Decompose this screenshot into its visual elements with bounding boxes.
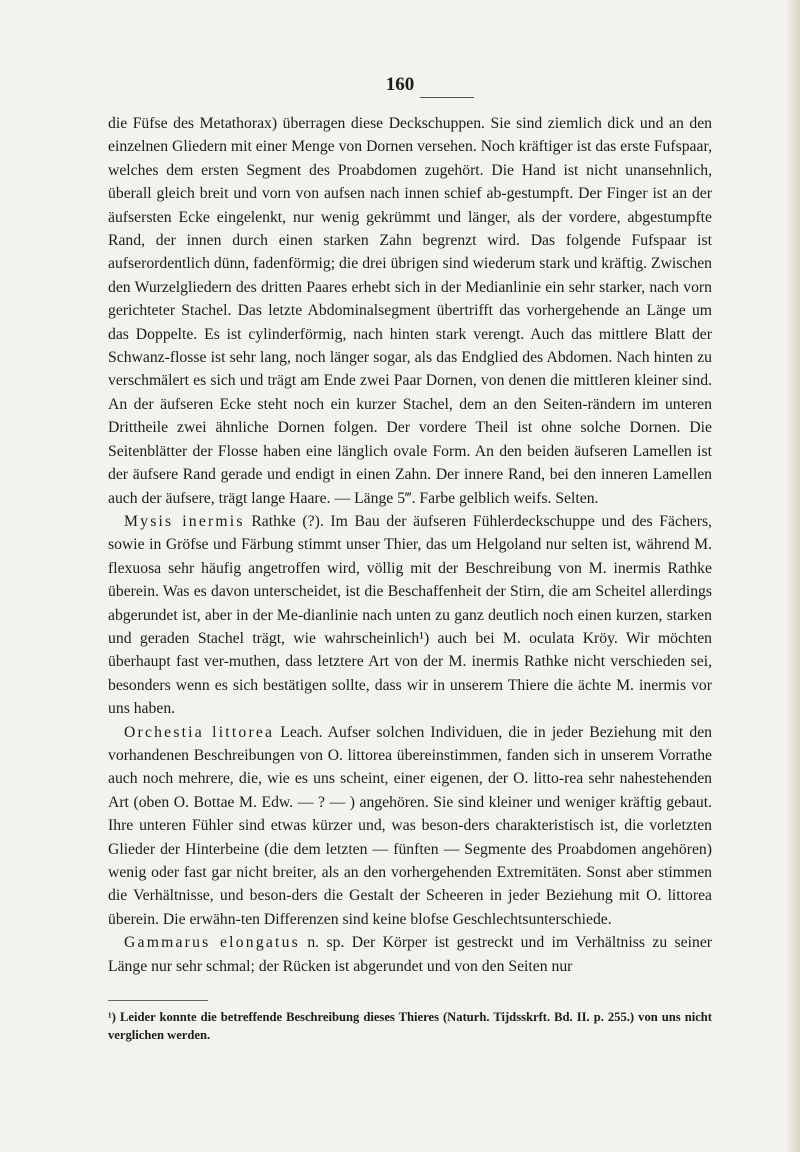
paragraph-text: Rathke (?). Im Bau der äufseren Fühlerdeckschuppe und des Fächers, sowie in Gröfse und Färbung stimmt unser Thier, das um Helgoland nur selten ist, während M. flexuosa sehr häufig angetroffen wird, völlig mit der Beschreibung von M. inermis Rathke überein. Was es davon unterscheidet, ist die Beschaffenheit der Stirn, die am Scheitel allerdings abgerundet ist, aber in der Me-dianlinie nach unten zu ganz deutlich noch einen kurzen, starken und geraden Stachel trägt, wie wahrscheinlich¹) auch bei M. oculata Kröy. Wir möchten überhaupt fast ver-muthen, dass letztere Art von der M. inermis Rathke nicht verschieden sei, besonders wenn es sich bestätigen sollte, dass wir in unserem Thiere die ächte M. inermis vor uns haben. bbox=[108, 512, 712, 718]
header-rule bbox=[420, 97, 474, 98]
page-number: 160 bbox=[385, 74, 415, 95]
footnote-mark: ¹) bbox=[108, 1010, 116, 1024]
paragraph-orchestia-littorea bbox=[108, 721, 712, 932]
paragraph-text: Leach. Aufser solchen Individuen, die in jeder Beziehung mit den vorhandenen Beschreibungen von O. littorea übereinstimmen, fanden sich in unserem Vorrathe auch noch mehrere, die, wie es uns scheint, einer eigenen, der O. litto-rea sehr nahestehenden Art (oben O. Bottae M. Edw. — ? — ) angehören. Sie sind kleiner und weniger kräftig gebaut. Ihre unteren Fühler sind etwas kürzer und, was beson-ders charakteristisch ist, die vorletzten Glieder der Hinterbeine (die dem letzten — fünften — Segmente des Proabdomen angehören) wenig oder fast gar nicht breiter, als an den vorhergehenden Extremitäten. Sonst aber stimmen die Verhältnisse, und beson-ders die Gestalt der Scheeren in jeder Beziehung mit O. littorea überein. Die erwähn-ten Differenzen sind keine blofse Geschlechtsunterschiede. bbox=[108, 723, 712, 928]
footnote-rule bbox=[108, 1000, 208, 1001]
paragraph-text: die Füfse des Metathorax) überragen diese Deckschuppen. Sie sind ziemlich dick und an den einzelnen Gliedern mit einer Menge von Dornen versehen. Noch kräftiger ist das erste Fufspaar, welches dem ersten Segment des Proabdomen zugehört. Die Hand ist nicht unansehnlich, überall gleich breit und vorn von aufsen nach innen schief ab-gestumpft. Der Finger ist an der äufsersten Ecke eingelenkt, nur wenig gekrümmt und länger, als der vordere, abgestumpfte Rand, der innen durch einen starken Zahn begrenzt wird. Das folgende Fufspaar ist aufserordentlich dünn, fadenförmig; die drei übrigen sind wiederum stark und kräftig. Zwischen den Wurzelgliedern des dritten Paares erhebt sich in der Medianlinie ein sehr starker, nach vorn gerichteter Stachel. Das letzte Abdominalsegment übertrifft das vorhergehende an Länge um das Doppelte. Es ist cylinderförmig, nach hinten stark verengt. Auch das mittlere Blatt der Schwanz-flosse ist sehr lang, noch länger sogar, als das Endglied des Abdomen. Nach hinten zu verschmälert es sich und trägt am Ende zwei Paar Dornen, von denen die mittleren kleiner sind. An der äufseren Ecke steht noch ein kurzer Stachel, dem an den Seiten-rändern im unteren Drittheile zwei ähnliche Dornen folgen. Der vordere Theil ist ohne solche Dornen. Die Seitenblätter der Flosse haben eine länglich ovale Form. An den beiden äufseren Lamellen ist der äufsere Rand gerade und endigt in einen Zahn. Der innere Rand, bei den inneren Lamellen auch der äufsere, trägt lange Haare. — Länge 5‴. Farbe gelblich weifs. Selten. bbox=[108, 115, 712, 507]
page-edge-shadow bbox=[786, 0, 800, 1152]
species-name: Mysis inermis bbox=[124, 512, 245, 530]
footnote bbox=[108, 1008, 712, 1044]
paragraph-gammarus-elongatus bbox=[108, 931, 712, 978]
species-name: Orchestia littorea bbox=[124, 723, 275, 741]
body-text bbox=[108, 112, 712, 978]
footnote-text: Leider konnte die betreffende Beschreibung dieses Thieres (Naturh. Tijdsskrft. Bd. II. p. 255.) von uns nicht verglichen werden. bbox=[108, 1010, 712, 1042]
paragraph-mysis-inermis bbox=[108, 510, 712, 721]
species-name: Gammarus elongatus bbox=[124, 934, 300, 952]
paragraph-continuation bbox=[108, 112, 712, 510]
paragraph-text: n. sp. Der Körper ist gestreckt und im Verhältniss zu seiner Länge nur sehr schmal; der Rücken ist abgerundet und von den Seiten nur bbox=[108, 934, 712, 975]
